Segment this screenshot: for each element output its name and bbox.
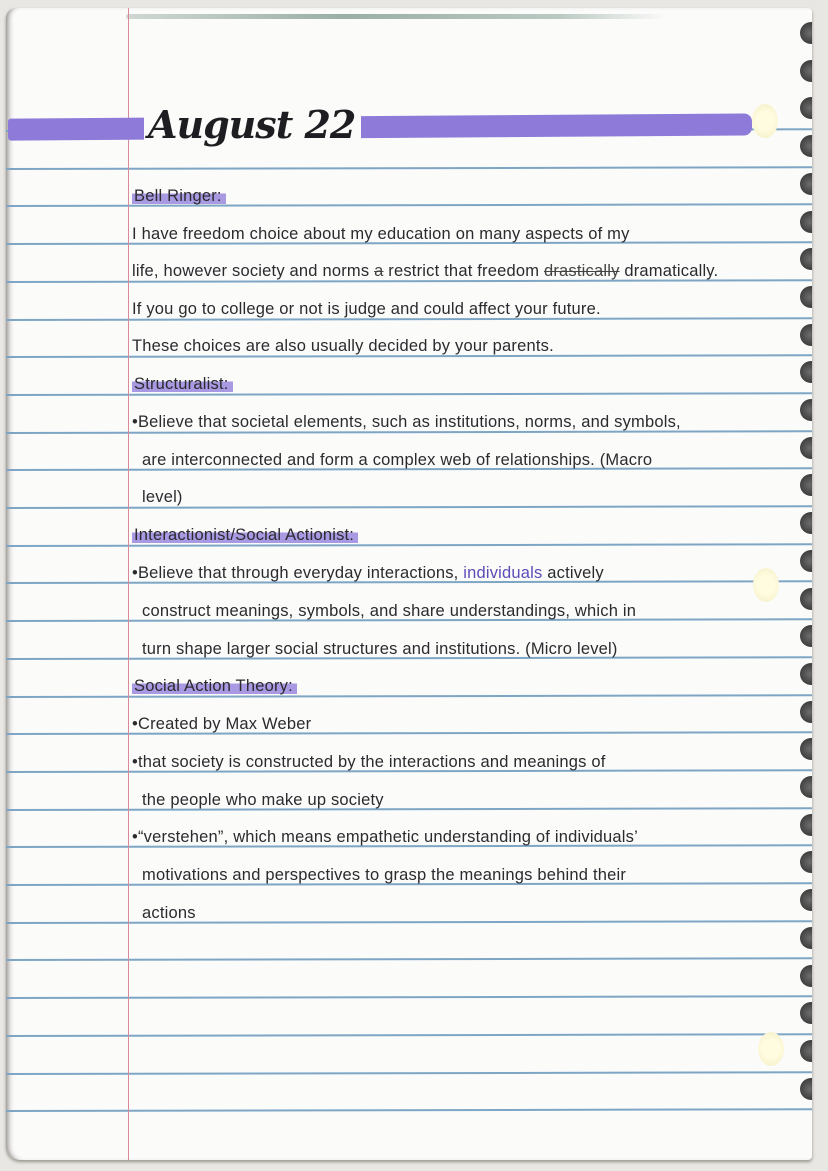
spiral-ring — [800, 512, 812, 534]
ruled-line — [6, 958, 812, 961]
ruled-line — [6, 392, 812, 395]
spiral-ring — [800, 550, 812, 572]
spiral-ring — [800, 60, 812, 82]
spiral-ring — [800, 97, 812, 119]
heading-text: Social Action Theory: — [132, 677, 297, 695]
margin-line — [128, 8, 129, 1160]
line-text: dramatically. — [619, 262, 719, 280]
hole-punch — [752, 104, 778, 138]
social-action-line-3: the people who make up society — [142, 791, 384, 809]
spiral-ring — [800, 776, 812, 798]
spiral-ring — [800, 1002, 812, 1024]
spiral-ring — [800, 211, 812, 233]
ruled-line — [6, 731, 812, 734]
heading-text: Interactionist/Social Actionist: — [132, 526, 358, 544]
spiral-ring — [800, 399, 812, 421]
social-action-line-6: actions — [142, 904, 196, 922]
section-heading-social-action-theory — [132, 670, 297, 702]
hole-punch — [753, 568, 779, 602]
spiral-ring — [800, 625, 812, 647]
social-action-line-5: motivations and perspectives to grasp the meanings behind their — [142, 866, 627, 884]
ruled-line — [6, 166, 812, 169]
spiral-ring — [800, 135, 812, 157]
heading-text: Bell Ringer: — [132, 187, 226, 205]
bell-ringer-line-2 — [132, 255, 718, 287]
section-heading-structuralist — [132, 368, 233, 400]
spiral-ring — [800, 173, 812, 195]
interactionist-line-2 — [142, 595, 636, 627]
social-action-line-4: •“verstehen”, which means empathetic understanding of individuals’ — [132, 828, 638, 846]
spiral-ring — [800, 1040, 812, 1062]
line-text: These choices are also usually decided by your parents. — [132, 337, 554, 355]
ruled-line — [6, 920, 812, 923]
spiral-ring — [800, 324, 812, 346]
ruled-line — [6, 1033, 812, 1036]
struck-text: drastically — [543, 262, 620, 280]
line-text: turn shape larger social structures and institutions. (Micro level) — [142, 640, 618, 658]
line-text: I have freedom choice about my education on many aspects of my — [132, 225, 630, 243]
ruled-line — [6, 694, 812, 697]
section-heading-bell-ringer — [132, 180, 226, 212]
line-text: If you go to college or not is judge and could affect your future. — [132, 300, 601, 318]
structuralist-line-2: are interconnected and form a complex web of relationships. (Macro — [142, 451, 653, 469]
spiral-ring — [800, 889, 812, 911]
line-text: actively — [542, 564, 604, 582]
spiral-ring — [800, 588, 812, 610]
spiral-ring — [800, 437, 812, 459]
spiral-ring — [800, 474, 812, 496]
line-text: construct meanings, symbols, and share understandings, which in — [142, 602, 637, 620]
ruled-line — [6, 505, 812, 508]
social-action-line-2: •that society is constructed by the interactions and meanings of — [132, 753, 606, 771]
spiral-ring — [800, 22, 812, 44]
ruled-line — [6, 1071, 812, 1074]
spiral-ring — [800, 663, 812, 685]
spiral-ring — [800, 851, 812, 873]
spiral-ring — [800, 286, 812, 308]
ruled-line — [6, 543, 812, 546]
title-highlight-band — [8, 113, 752, 140]
line-text: •Believe that through everyday interactions, — [132, 564, 464, 582]
page-top-edge — [126, 14, 666, 19]
spiral-ring — [800, 701, 812, 723]
bell-ringer-line-1 — [132, 218, 630, 250]
struck-text: a — [374, 262, 384, 280]
structuralist-line-1: •Believe that societal elements, such as institutions, norms, and symbols, — [132, 413, 681, 431]
interactionist-line-1 — [132, 557, 604, 589]
bell-ringer-line-3 — [132, 293, 601, 325]
structuralist-line-3: level) — [142, 488, 183, 506]
ruled-line — [6, 1108, 812, 1111]
ruled-line — [6, 995, 812, 998]
bell-ringer-line-4 — [132, 330, 554, 362]
line-text: life, however society and norms — [132, 262, 375, 280]
social-action-line-1: •Created by Max Weber — [132, 715, 312, 733]
spiral-ring — [800, 361, 812, 383]
page-title: August 22 — [144, 102, 361, 148]
heading-text: Structuralist: — [132, 375, 233, 393]
hole-punch — [758, 1032, 784, 1066]
spiral-ring — [800, 248, 812, 270]
interactionist-line-3 — [142, 633, 618, 665]
ruled-line — [6, 204, 812, 207]
purple-ink-text: individuals — [463, 564, 543, 582]
spiral-ring — [800, 814, 812, 836]
notebook-page — [6, 8, 812, 1160]
spiral-ring — [800, 965, 812, 987]
ruled-line — [6, 807, 812, 810]
section-heading-interactionist — [132, 519, 358, 551]
spiral-ring — [800, 927, 812, 949]
line-text: restrict that freedom — [383, 262, 544, 280]
spiral-ring — [800, 738, 812, 760]
spiral-ring — [800, 1078, 812, 1100]
